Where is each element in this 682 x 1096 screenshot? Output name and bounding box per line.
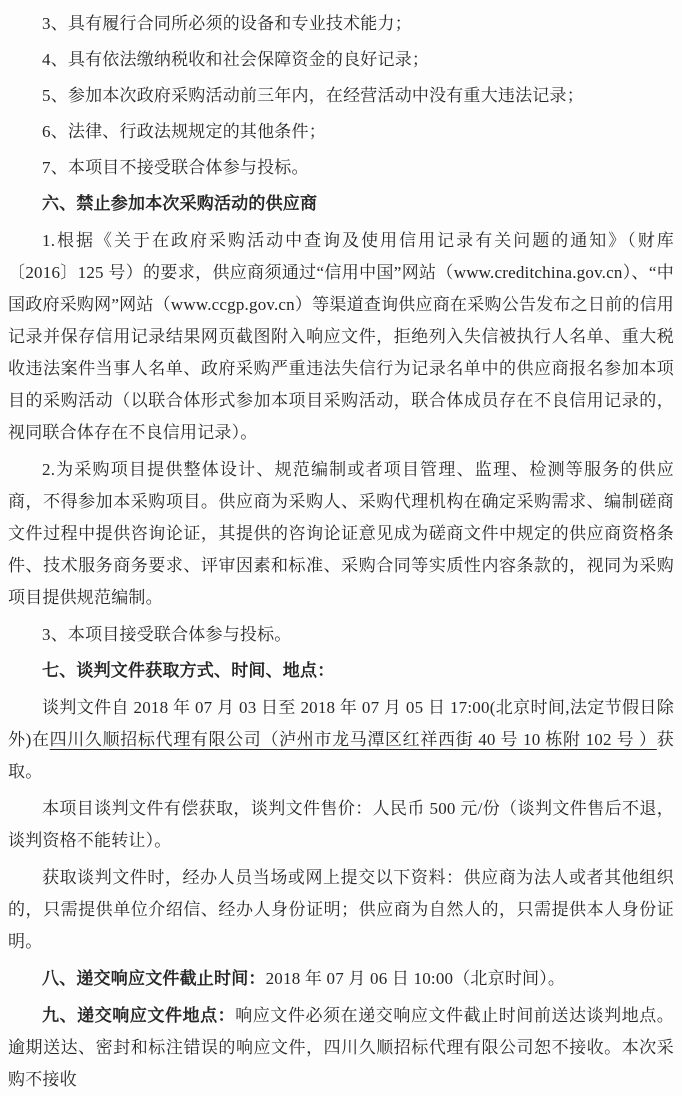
section-6-paragraph-1: 1.根据《关于在政府采购活动中查询及使用信用记录有关问题的通知》（财库〔2016〕125 号）的要求，供应商须通过“信用中国”网站（www.creditchina.gov.cn）、“中国政府采购网”网站（www.ccgp.gov.cn）等渠道查询供应商在采购公告发布之日前的信用记录并保存信用记录结果网页截图附入响应文件，拒绝列入失信被执行人名单、重大税收违法案件当事人名单、政府采购严重违法失信行为记录名单中的供应商报名参加本项目的采购活动（以联合体形式参加本项目采购活动，联合体成员存在不良信用记录的，视同联合体存在不良信用记录）。 xyxy=(8,231,674,442)
section-9-paragraph xyxy=(8,1000,674,1096)
document-obtain-suffix: 获取。 xyxy=(8,730,674,781)
document-obtain-period: 谈判文件自 2018 年 07 月 03 日至 2018 年 07 月 05 日 17:00(北京时间,法定节假日除外)在 xyxy=(8,698,674,749)
section-6-paragraph-3: 3、本项目接受联合体参与投标。 xyxy=(42,625,292,644)
section-9-heading: 九、递交响应文件地点： xyxy=(42,1006,236,1025)
agency-name-address-underlined: 四川久顺招标代理有限公司（泸州市龙马潭区红祥西街 40 号 10 栋附 102 号 ） xyxy=(49,730,657,749)
section-7-paragraph-2: 本项目谈判文件有偿获取，谈判文件售价：人民币 500 元/份（谈判文件售后不退，谈判资格不能转让）。 xyxy=(8,799,674,850)
section-6-paragraph-2: 2.为采购项目提供整体设计、规范编制或者项目管理、监理、检测等服务的供应商，不得参加本采购项目。供应商为采购人、采购代理机构在确定采购需求、编制磋商文件过程中提供咨询论证，其提供的咨询论证意见成为磋商文件中规定的供应商资格条件、技术服务商务要求、评审因素和标准、采购合同等实质性内容条款的，视同为采购项目提供规范编制。 xyxy=(8,460,674,607)
section-6-heading: 六、禁止参加本次采购活动的供应商 xyxy=(42,194,318,213)
qualification-item-7: 7、本项目不接受联合体参与投标。 xyxy=(42,158,309,177)
section-8-paragraph xyxy=(8,963,674,995)
section-8-deadline-text: 2018 年 07 月 06 日 10:00（北京时间）。 xyxy=(265,969,566,988)
section-7-paragraph-1 xyxy=(8,692,674,788)
section-8-heading: 八、递交响应文件截止时间： xyxy=(42,969,266,988)
section-7-paragraph-3: 获取谈判文件时，经办人员当场或网上提交以下资料：供应商为法人或者其他组织的，只需提供单位介绍信、经办人身份证明；供应商为自然人的，只需提供本人身份证明。 xyxy=(8,868,674,951)
qualification-item-6: 6、法律、行政法规规定的其他条件； xyxy=(42,122,326,141)
section-9-location-text: 响应文件必须在递交响应文件截止时间前送达谈判地点。逾期送达、密封和标注错误的响应文件，四川久顺招标代理有限公司恕不接收。本次采购不接收 xyxy=(8,1006,675,1089)
qualification-item-5: 5、参加本次政府采购活动前三年内，在经营活动中没有重大违法记录； xyxy=(42,86,584,105)
qualification-item-3: 3、具有履行合同所必须的设备和专业技术能力； xyxy=(42,14,412,33)
section-7-heading: 七、谈判文件获取方式、时间、地点： xyxy=(42,661,335,680)
qualification-item-4: 4、具有依法缴纳税收和社会保障资金的良好记录； xyxy=(42,50,430,69)
